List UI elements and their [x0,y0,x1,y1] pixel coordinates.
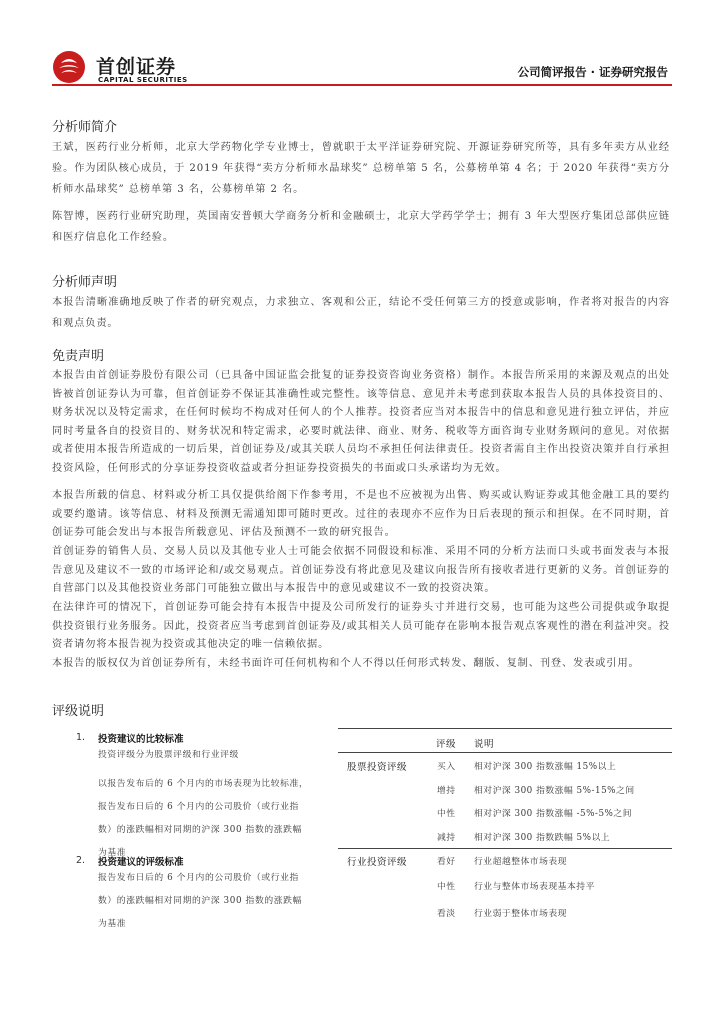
table-row-desc: 相对沪深 300 指数涨幅 15%以上 [474,762,617,772]
analyst-intro-title: 分析师简介 [52,120,118,135]
table-header-desc: 说明 [474,739,495,750]
rating-item-2-title: 投资建议的评级标准 [98,857,184,868]
rating-item-1-text-1: 投资评级分为股票评级和行业评级 [98,750,239,760]
disclaimer-paragraph-2: 本报告所载的信息、材料或分析工具仅提供给阁下作参考用，不是也不应被视为出售、购买或认购证券或其他金融工具的要约或要约邀请。该等信息、材料及预测无需通知即可随时更改。过往的表现亦不应作为日后表现的预示和担保。在不同时期，首创证券可能会发出与本报告所载意见、评估及预测不一致的研究报告。 [52,490,670,538]
group-industry-rating: 行业投资评级 [347,857,408,868]
table-row-rating: 减持 [437,833,456,843]
table-row-rating: 中性 [437,882,456,892]
group-stock-rating: 股票投资评级 [347,762,408,773]
table-header-rule [338,752,672,753]
table-row-rating: 看淡 [437,909,456,919]
table-row-desc: 行业与整体市场表现基本持平 [474,882,595,892]
rating-item-1-title: 投资建议的比较标准 [98,734,184,745]
table-row-desc: 行业超越整体市场表现 [474,857,567,867]
logo-english-name: CAPITAL SECURITIES [98,76,188,84]
company-logo [52,50,252,86]
disclaimer-paragraph-4: 在法律许可的情况下，首创证券可能会持有本报告中提及公司所发行的证券头寸并进行交易，也可能为这些公司提供或争取提供投资银行业务服务。因此，投资者应当考虑到首创证券及/或其相关人员可能存在影响本报告观点客观性的潜在利益冲突。投资者请勿将本报告视为投资或其他决定的唯一信赖依据。 [52,602,670,650]
disclaimer-paragraph-3: 首创证券的销售人员、交易人员以及其他专业人士可能会依据不同假设和标准、采用不同的分析方法而口头或书面发表与本报告意见及建议不一致的市场评论和/或交易观点。首创证券没有将此意见及建议向报告所有接收者进行更新的义务。首创证券的自营部门以及其他投资业务部门可能独立做出与本报告中的意见或建议不一致的投资决策。 [52,546,670,594]
analyst-intro-paragraph-2: 陈智博，医药行业研究助理，英国南安普顿大学商务分析和金融硕士，北京大学药学学士；拥有 3 年大型医疗集团总部供应链和医疗信息化工作经验。 [52,211,670,243]
report-type-label: 公司简评报告 · 证券研究报告 [517,65,668,79]
rating-item-2-number: 2. [76,855,86,866]
rating-item-1-number: 1. [76,732,86,743]
disclaimer-paragraph-5: 本报告的版权仅为首创证券所有，未经书面许可任何机构和个人不得以任何形式转发、翻版、复制、刊登、发表或引用。 [52,658,640,669]
analyst-intro-paragraph-1: 王斌，医药行业分析师，北京大学药物化学专业博士，曾就职于太平洋证券研究院、开源证券研究所等，具有多年卖方从业经验。作为团队核心成员，于 2019 年获得“卖方分析师水晶球奖” 总榜单第 5 名，公募榜单第 4 名；于 2020 年获得“卖方分析师水晶球奖” 总榜单第 3 名，公募榜单第 2 名。 [52,142,670,195]
table-header-rating: 评级 [436,739,457,750]
rating-item-1-text-2: 以报告发布后的 6 个月内的市场表现为比较标准，报告发布日后的 6 个月内的公司股价（或行业指数）的涨跌幅相对同期的沪深 300 指数的涨跌幅为基准 [98,779,309,858]
table-top-rule [338,728,672,729]
table-row-desc: 相对沪深 300 指数涨幅 -5%-5%之间 [474,809,633,819]
table-row-rating: 增持 [437,786,456,796]
logo-chinese-name: 首创证券 [96,56,177,78]
logo-mark-icon [52,50,86,84]
table-row-rating: 看好 [437,857,456,867]
table-row-desc: 行业弱于整体市场表现 [474,909,567,919]
rating-title: 评级说明 [52,704,105,719]
analyst-statement-title: 分析师声明 [52,275,118,290]
disclaimer-title: 免责声明 [52,349,105,364]
table-row-rating: 中性 [437,809,456,819]
header-divider [52,84,672,86]
table-row-desc: 相对沪深 300 指数跌幅 5%以上 [474,833,611,843]
table-row-rating: 买入 [437,762,456,772]
page-header [52,50,672,86]
disclaimer-paragraph-1: 本报告由首创证券股份有限公司（已具备中国证监会批复的证券投资咨询业务资格）制作。本报告所采用的来源及观点的出处皆被首创证券认为可靠，但首创证券不保证其准确性或完整性。该等信息、意见并未考虑到获取本报告人员的具体投资目的、财务状况以及特定需求，在任何时候均不构成对任何人的个人推荐。投资者应当对本报告中的信息和意见进行独立评估，并应同时考量各自的投资目的、财务状况和特定需求，必要时就法律、商业、财务、税收等方面咨询专业财务顾问的意见。对依据或者使用本报告所造成的一切后果，首创证券及/或其关联人员均不承担任何法律责任。投资者需自主作出投资决策并自行承担投资风险，任何形式的分享证券投资收益或者分担证券投资损失的书面或口头承诺均为无效。 [52,370,670,474]
table-row-desc: 相对沪深 300 指数涨幅 5%-15%之间 [474,786,635,796]
analyst-statement-paragraph: 本报告清晰准确地反映了作者的研究观点，力求独立、客观和公正，结论不受任何第三方的授意或影响，作者将对报告的内容和观点负责。 [52,297,670,329]
rating-item-2-text: 报告发布日后的 6 个月内的公司股价（或行业指数）的涨跌幅相对同期的沪深 300 指数的涨跌幅为基准 [98,873,302,929]
table-group-rule [338,848,672,849]
